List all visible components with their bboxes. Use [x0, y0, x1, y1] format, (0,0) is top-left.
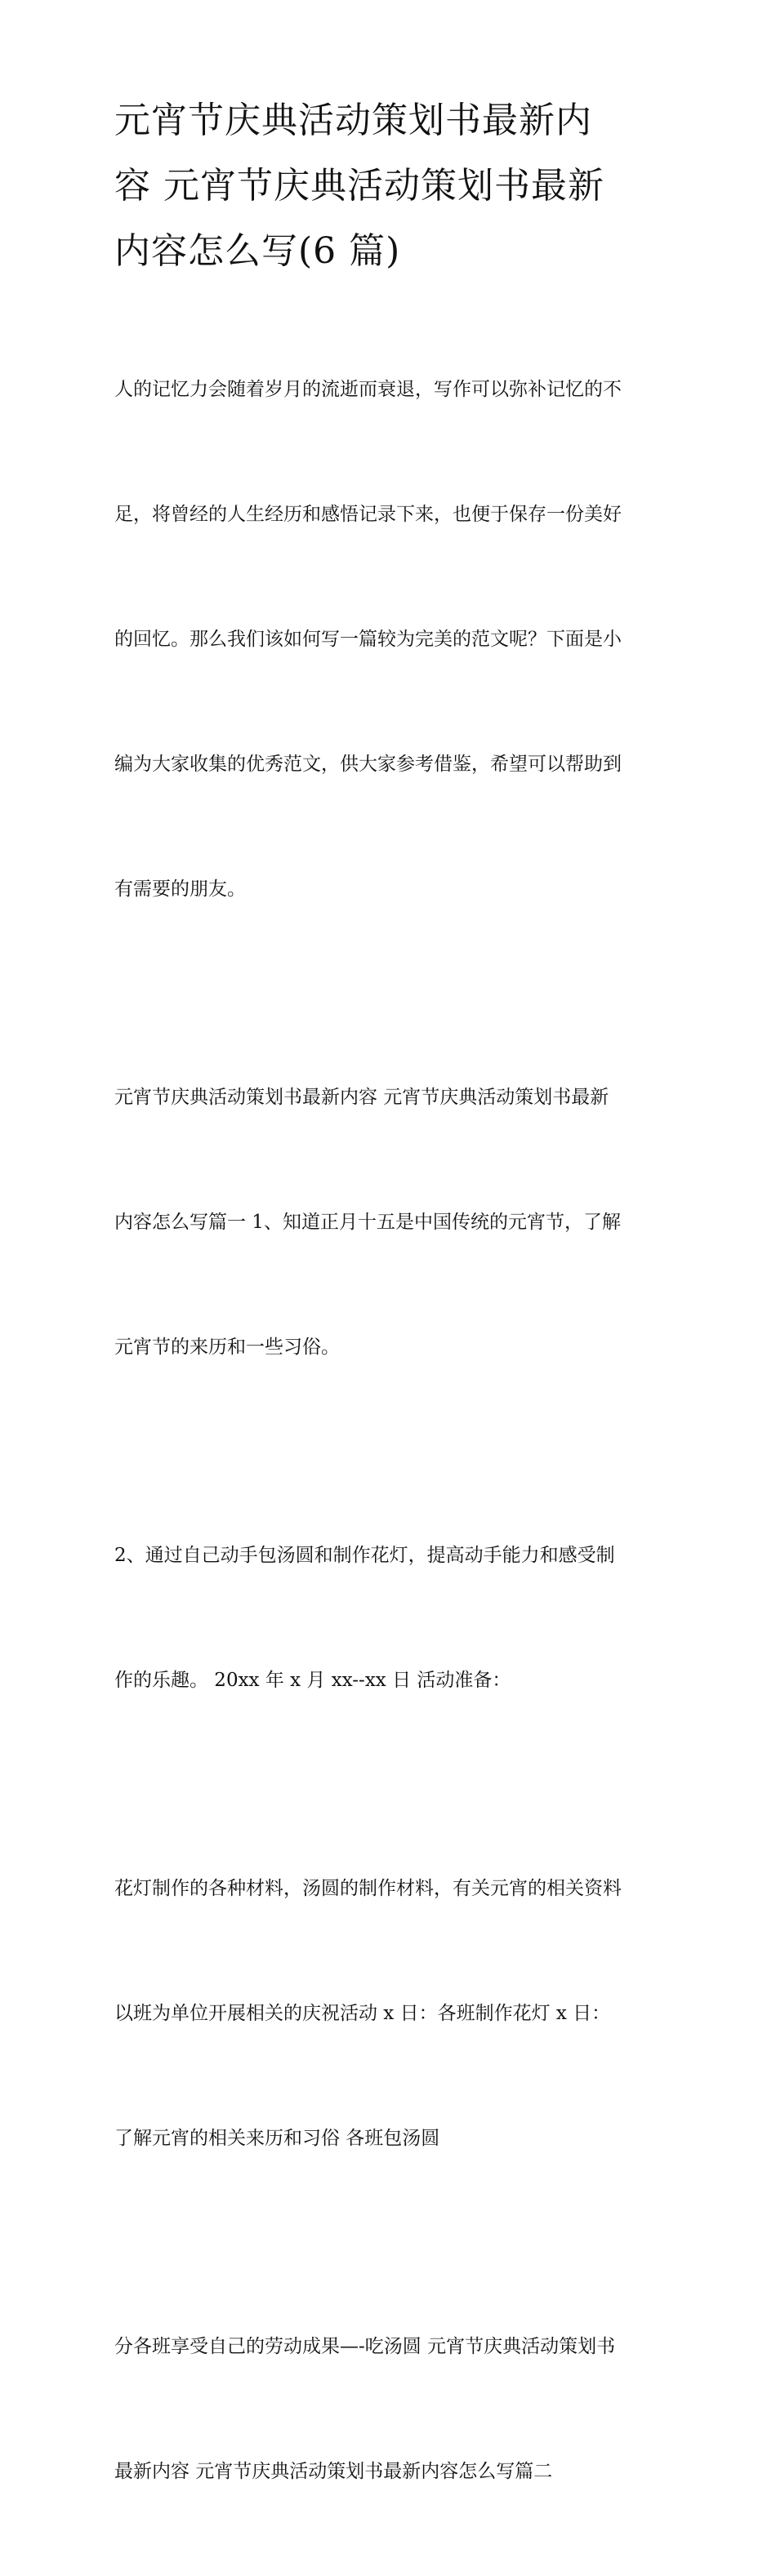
- document-title: [114, 88, 670, 284]
- text-line: 内容怎么写篇一 1、知道正月十五是中国传统的元宵节，了解: [114, 1212, 621, 1233]
- text-line: 分各班享受自己的劳动成果—-吃汤圆 元宵节庆典活动策划书: [114, 2336, 616, 2357]
- goal-two-paragraph: [114, 1452, 670, 1785]
- title-line: 容 元宵节庆典活动策划书最新: [114, 165, 604, 207]
- text-line: 最新内容 元宵节庆典活动策划书最新内容怎么写篇二: [114, 2461, 553, 2482]
- text-line: 花灯制作的各种材料，汤圆的制作材料，有关元宵的相关资料: [114, 1878, 622, 1899]
- materials-paragraph: [114, 1785, 670, 2243]
- text-line: 作的乐趣。 20xx 年 x 月 xx--xx 日 活动准备：: [114, 1670, 511, 1691]
- title-line: 元宵节庆典活动策划书最新内: [114, 100, 592, 141]
- section-one-paragraph: [114, 994, 670, 1452]
- text-line: 以班为单位开展相关的庆祝活动 x 日：各班制作花灯 x 日：: [114, 2003, 611, 2024]
- text-line: 了解元宵的相关来历和习俗 各班包汤圆: [114, 2128, 440, 2149]
- text-line: 元宵节庆典活动策划书最新内容 元宵节庆典活动策划书最新: [114, 1087, 609, 1108]
- text-line: 元宵节的来历和一些习俗。: [114, 1337, 340, 1358]
- closing-paragraph: [114, 2243, 670, 2576]
- text-line: 足，将曾经的人生经历和感悟记录下来，也便于保存一份美好: [114, 504, 622, 525]
- text-line: 有需要的朋友。: [114, 879, 246, 900]
- intro-paragraph: [114, 286, 670, 994]
- text-line: 2、通过自己动手包汤圆和制作花灯，提高动手能力和感受制: [114, 1545, 615, 1566]
- text-line: 的回忆。那么我们该如何写一篇较为完美的范文呢？下面是小: [114, 629, 622, 650]
- text-line: 编为大家收集的优秀范文，供大家参考借鉴，希望可以帮助到: [114, 754, 622, 775]
- title-line: 内容怎么写(6 篇): [114, 230, 401, 272]
- text-line: 人的记忆力会随着岁月的流逝而衰退，写作可以弥补记忆的不: [114, 379, 622, 400]
- document-page: [114, 88, 670, 2576]
